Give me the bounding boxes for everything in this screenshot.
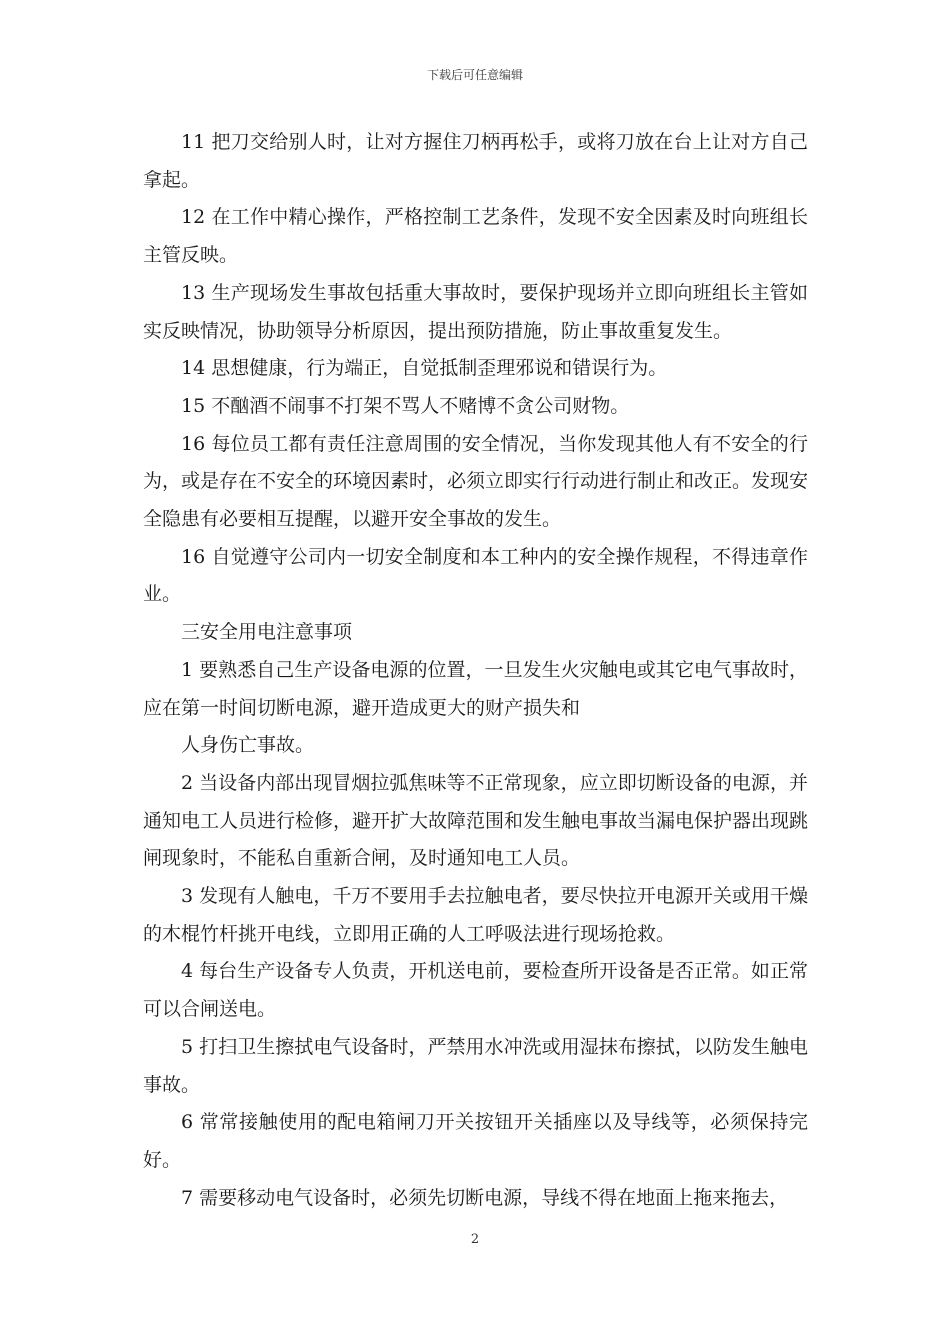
paragraph-electrical-5: 5 打扫卫生擦拭电气设备时，严禁用水冲洗或用湿抹布擦拭，以防发生触电事故。 [143,1035,808,1096]
paragraph-electrical-2: 2 当设备内部出现冒烟拉弧焦味等不正常现象，应立即切断设备的电源，并通知电工人员进行检修，避开扩大故障范围和发生触电事故当漏电保护器出现跳闸现象时，不能私自重新合闸，及时通知电工人员。 [143,771,809,870]
paragraph-electrical-1-continued: 人身伤亡事故。 [181,734,315,757]
paragraph-item-12: 12 在工作中精心操作，严格控制工艺条件，发现不安全因素及时向班组长主管反映。 [143,206,808,267]
paragraph-electrical-3: 3 发现有人触电，千万不要用手去拉触电者，要尽快拉开电源开关或用干燥的木棍竹杆挑开电线，立即用正确的人工呼吸法进行现场抢救。 [143,885,808,945]
paragraph-electrical-1: 1 要熟悉自己生产设备电源的位置，一旦发生火灾触电或其它电气事故时，应在第一时间切断电源，避开造成更大的财产损失和 [143,658,808,719]
paragraph-item-11: 11 把刀交给别人时，让对方握住刀柄再松手，或将刀放在台上让对方自己拿起。 [143,131,808,191]
paragraph-item-16b: 16 自觉遵守公司内一切安全制度和本工种内的安全操作规程，不得违章作业。 [143,545,808,606]
section-heading-electrical-safety: 三安全用电注意事项 [181,621,353,644]
paragraph-electrical-7: 7 需要移动电气设备时，必须先切断电源，导线不得在地面上拖来拖去， [181,1186,789,1209]
page-header: 下载后可任意编辑 [426,68,523,82]
paragraph-electrical-6: 6 常常接触使用的配电箱闸刀开关按钮开关插座以及导线等，必须保持完好。 [143,1111,808,1171]
paragraph-item-16a: 16 每位员工都有责任注意周围的安全情况，当你发现其他人有不安全的行为，或是存在不安全的环境因素时，必须立即实行行动进行制止和改正。发现安全隐患有必要相互提醒，以避开安全事故的发生。 [143,432,809,531]
paragraph-item-15: 15 不酗酒不闹事不打架不骂人不赌博不贪公司财物。 [181,394,630,417]
page-number: 2 [470,1232,480,1247]
paragraph-electrical-4: 4 每台生产设备专人负责，开机送电前，要检查所开设备是否正常。如正常可以合闸送电。 [143,960,808,1021]
paragraph-item-14: 14 思想健康，行为端正，自觉抵制歪理邪说和错误行为。 [181,357,668,380]
paragraph-item-13: 13 生产现场发生事故包括重大事故时，要保护现场并立即向班组长主管如实反映情况，协助领导分析原因，提出预防措施，防止事故重复发生。 [143,281,808,342]
document-body [143,124,808,1217]
